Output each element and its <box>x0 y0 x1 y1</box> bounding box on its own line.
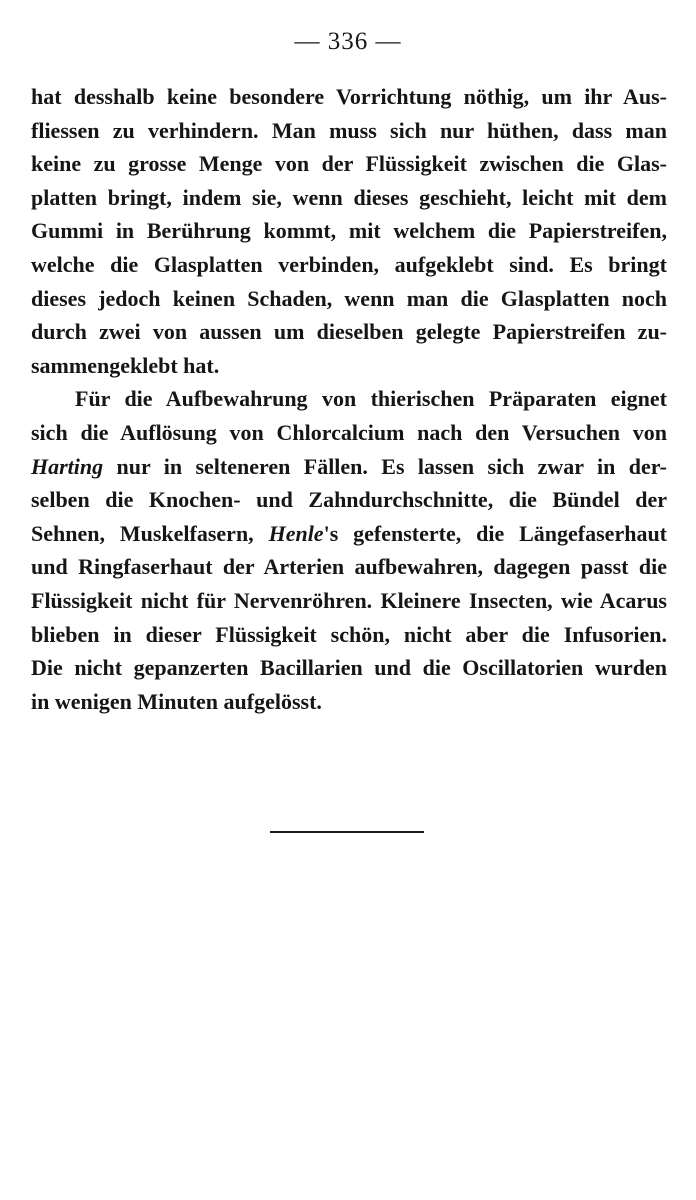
text-line <box>31 80 667 114</box>
body-text <box>31 80 667 718</box>
text-line <box>31 685 667 719</box>
emphasized-name: Henle <box>268 520 324 546</box>
text-line <box>31 315 667 349</box>
text-line <box>31 214 667 248</box>
text-line <box>31 651 667 685</box>
text-line <box>31 550 667 584</box>
text-run: Gummi in Berührung kommt, mit welchem die Papierstreifen, <box>31 218 667 244</box>
end-rule <box>270 831 424 833</box>
text-run: fliessen zu verhindern. Man muss sich nur hüthen, dass man <box>31 117 667 143</box>
text-run: durch zwei von aussen um dieselben gelegte Papierstreifen zu- <box>31 319 667 345</box>
paragraph <box>31 382 667 718</box>
text-line <box>31 517 667 551</box>
text-run: Die nicht gepanzerten Bacillarien und die Oscillatorien wurden <box>31 655 667 681</box>
text-line <box>31 382 667 416</box>
text-line <box>31 584 667 618</box>
text-run: nur in selteneren Fällen. Es lassen sich zwar in der- <box>103 453 667 479</box>
page-number: — 336 — <box>294 28 402 55</box>
text-line <box>31 349 667 383</box>
text-line <box>31 450 667 484</box>
text-run: welche die Glasplatten verbinden, aufgeklebt sind. Es bringt <box>31 251 667 277</box>
text-line <box>31 248 667 282</box>
text-run: selben die Knochen- und Zahndurchschnitte, die Bündel der <box>31 487 667 513</box>
text-run: dieses jedoch keinen Schaden, wenn man die Glasplatten noch <box>31 285 667 311</box>
text-run: und Ringfaserhaut der Arterien aufbewahren, dagegen passt die <box>31 554 667 580</box>
text-line <box>31 181 667 215</box>
text-line <box>31 114 667 148</box>
text-line <box>31 416 667 450</box>
text-run: keine zu grosse Menge von der Flüssigkeit zwischen die Glas- <box>31 151 667 177</box>
text-run: Sehnen, Muskelfasern, <box>31 520 269 546</box>
emphasized-name: Harting <box>31 453 104 479</box>
text-run: blieben in dieser Flüssigkeit schön, nicht aber die Infusorien. <box>31 621 667 647</box>
text-run: 's gefensterte, die Längefaserhaut <box>323 520 668 546</box>
paragraph <box>31 80 667 382</box>
text-run: hat desshalb keine besondere Vorrichtung nöthig, um ihr Aus- <box>31 84 667 109</box>
text-line <box>31 618 667 652</box>
text-run: Für die Aufbewahrung von thierischen Präparaten eignet <box>75 386 667 412</box>
text-run: platten bringt, indem sie, wenn dieses geschieht, leicht mit dem <box>31 184 667 210</box>
text-run: in wenigen Minuten aufgelösst. <box>31 688 322 714</box>
text-run: Flüssigkeit nicht für Nervenröhren. Kleinere Insecten, wie Acarus <box>31 587 667 613</box>
text-line <box>31 147 667 181</box>
text-line <box>31 282 667 316</box>
text-line <box>31 483 667 517</box>
text-run: sich die Auflösung von Chlorcalcium nach den Versuchen von <box>31 419 667 445</box>
text-run: sammengeklebt hat. <box>31 352 220 378</box>
